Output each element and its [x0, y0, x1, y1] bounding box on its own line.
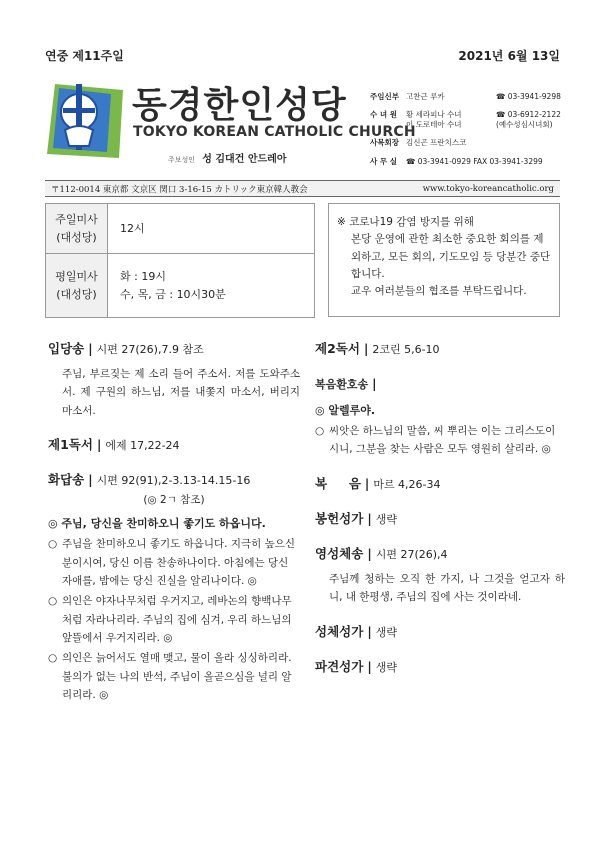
bulletin-header — [45, 47, 560, 64]
bulletin-date: 2021년 6월 13일 — [458, 49, 560, 63]
staff-row — [370, 120, 570, 130]
notice-heading: ※ 코로나19 감염 방지를 위해 — [337, 216, 474, 228]
staff-phone: (예수성심시녀회) — [496, 120, 553, 130]
staff-row — [370, 110, 570, 120]
church-name-english: TOKYO KOREAN CATHOLIC CHURCH — [133, 124, 416, 140]
entrance-antiphon: 입당송 | 시편 27(26),7.9 참조 주님, 부르짖는 제 소리 들어 주소서. 저를 도와주소서. 제 구원의 하느님, 저를 내쫓지 마소서, 버리지 마소서. — [48, 340, 300, 420]
church-website: www.tokyo-koreancatholic.org — [422, 183, 554, 194]
covid-notice — [328, 203, 560, 317]
section-name: 복 음 — [315, 475, 361, 491]
patron-saint — [168, 150, 287, 165]
sunday-mass-label: 주일미사 (대성당) — [46, 204, 108, 254]
communion-text: 주님께 청하는 오직 한 가지, 나 그것을 얻고자 하니, 내 한평생, 주님의 집에 사는 것이라네. — [329, 572, 565, 604]
communion-hymn: 성체성가 | 생략 — [315, 623, 397, 639]
section-ref: 에제 17,22-24 — [105, 439, 180, 453]
entrance-text: 주님, 부르짖는 제 소리 들어 주소서. 저를 도와주소서. 제 구원의 하느님, 저를 내쫓지 마소서, 버리지 마소서. — [62, 368, 300, 417]
staff-role — [370, 120, 406, 130]
staff-row — [370, 138, 570, 148]
right-column — [315, 340, 565, 693]
staff-directory — [370, 92, 570, 175]
weekday-mass-row — [46, 254, 315, 318]
church-address: 〒112-0014 東京都 文京区 関口 3-16-15 カトリック東京韓人教会 — [51, 184, 308, 195]
staff-phone: ☎ 03-6912-2122 — [496, 110, 561, 120]
sunday-mass-row — [46, 204, 315, 254]
notice-closing: 교우 여러분들의 협조를 부탁드립니다. — [351, 285, 527, 298]
church-logo-icon — [45, 78, 125, 160]
psalm-verse: ○ 의인은 야자나무처럼 우거지고, 레바논의 향백나무처럼 자라나리라. 주님의 집에 심겨, 우리 하느님의 앞뜰에서 우거지리라. ◎ — [48, 595, 292, 644]
address-bar — [45, 180, 560, 197]
psalm-verse: ○ 주님을 찬미하오니 좋기도 하옵니다. 지극히 높으신 분이시여, 당신 이름 찬송하나이다. 아침에는 당신 자애를, 밤에는 당신 진실을 알리나이다. ◎ — [48, 538, 296, 587]
psalm-sub-ref: (◎ 2ㄱ 참조) — [143, 494, 205, 507]
section-ref: 생략 — [375, 660, 397, 674]
responsorial-psalm: 화답송 | 시편 92(91),2-3.13-14.15-16 (◎ 2ㄱ 참조) ◎ 주님, 당신을 찬미하오니 좋기도 하옵니다. ○ 주님을 찬미하오니 좋기도 하옵니다. 지극히 높으신 분이시여, 당신 이름 찬송하나이다. 아침에는 당신 자애를, 밤에는 당신 진실을 알리나이다. ◎ ○ 의인은 야자나무처럼 우거지고, 레바논의 향백나무처럼 자라나리라. 주님의 집에 심겨, 우리 하느님의 앞뜰에서 우거지리라. ◎ ○ 의인은 늙어서도 열매 맺고, 물이 올라 싱싱하리라. 불의가 없는 나의 반석, 주님이 올곧으심을 널리 알리리라. ◎ — [48, 471, 300, 704]
staff-row — [370, 157, 570, 167]
offertory-hymn: 봉헌성가 | 생략 — [315, 510, 397, 526]
second-reading: 제2독서 | 2코린 5,6-10 — [315, 341, 440, 356]
acclamation-response: ◎ 알렐루야. — [315, 404, 376, 417]
left-column — [48, 340, 300, 721]
section-name: 봉헌성가 — [315, 510, 364, 526]
patron-name: 성 김대건 안드레아 — [202, 154, 287, 165]
staff-person: 고찬근 루카 — [406, 92, 445, 101]
staff-phone: ☎ 03-3941-9298 — [496, 92, 561, 101]
first-reading: 제1독서 | 에제 17,22-24 — [48, 437, 180, 453]
section-ref: 시편 92(91),2-3.13-14.15-16 — [96, 474, 251, 488]
psalm-verse: ○ 의인은 늙어서도 열매 맺고, 물이 올라 싱싱하리라. 불의가 없는 나의 반석, 주님이 올곧으심을 널리 알리리라. ◎ — [48, 652, 292, 702]
staff-person: 이 도로테아 수녀 — [406, 120, 462, 130]
gospel: 복 음 | 마르 4,26-34 — [315, 475, 441, 491]
patron-label: 주보성인 — [168, 156, 196, 164]
staff-phone — [496, 138, 570, 148]
gospel-acclamation: 복음환호송 | ◎ 알렐루야. ○ 씨앗은 하느님의 말씀, 씨 뿌리는 이는 그리스도이시니, 그분을 찾는 사람은 모두 영원히 살리라. ◎ — [315, 375, 565, 459]
section-name: 영성체송 — [315, 545, 364, 561]
staff-role: 사 무 실 — [370, 156, 397, 166]
liturgical-week: 연중 제11주일 — [45, 49, 124, 63]
staff-role: 수 녀 원 — [370, 110, 397, 120]
psalm-response: ◎ 주님, 당신을 찬미하오니 좋기도 하옵니다. — [48, 517, 266, 531]
section-ref: 2코린 5,6-10 — [372, 343, 440, 356]
section-name: 화답송 — [48, 472, 85, 488]
section-name: 복음환호송 — [315, 378, 369, 391]
section-ref: 마르 4,26-34 — [373, 477, 441, 491]
notice-body: 본당 운영에 관한 최소한 중요한 회의를 제외하고, 모든 회의, 기도모임 등 당분간 중단합니다. — [351, 233, 551, 280]
office-contact: ☎ 03-3941-0929 FAX 03-3941-3299 — [406, 156, 543, 166]
weekday-mass-label: 평일미사 (대성당) — [46, 254, 108, 318]
communion-antiphon: 영성체송 | 시편 27(26),4 주님께 청하는 오직 한 가지, 나 그것을 얻고자 하니, 내 한평생, 주님의 집에 사는 것이라네. — [315, 545, 565, 607]
section-name: 제1독서 — [48, 437, 93, 453]
section-name: 제2독서 — [315, 341, 360, 356]
section-ref: 시편 27(26),7.9 참조 — [96, 343, 204, 356]
staff-person: 김신곤 프란치스코 — [406, 138, 467, 148]
sunday-mass-time: 12시 — [108, 204, 315, 254]
section-name: 파견성가 — [315, 658, 364, 674]
section-name: 입당송 — [48, 341, 85, 356]
weekday-mass-time: 화 : 19시 수, 목, 금 : 10시30분 — [108, 254, 315, 318]
staff-role: 주임신부 — [370, 92, 399, 101]
section-name: 성체성가 — [315, 623, 364, 639]
acclamation-verse: ○ 씨앗은 하느님의 말씀, 씨 뿌리는 이는 그리스도이시니, 그분을 찾는 사람은 모두 영원히 살리라. ◎ — [315, 425, 556, 456]
staff-person: 황 세라피나 수녀 — [406, 110, 462, 120]
church-name: 동경한인성당 — [132, 85, 347, 126]
mass-schedule-table — [45, 203, 315, 318]
section-ref: 생략 — [375, 625, 397, 639]
section-ref: 시편 27(26),4 — [375, 547, 448, 561]
section-ref: 생략 — [375, 512, 397, 526]
staff-row — [370, 92, 570, 102]
staff-role: 사목회장 — [370, 138, 399, 148]
recessional-hymn: 파견성가 | 생략 — [315, 658, 397, 674]
